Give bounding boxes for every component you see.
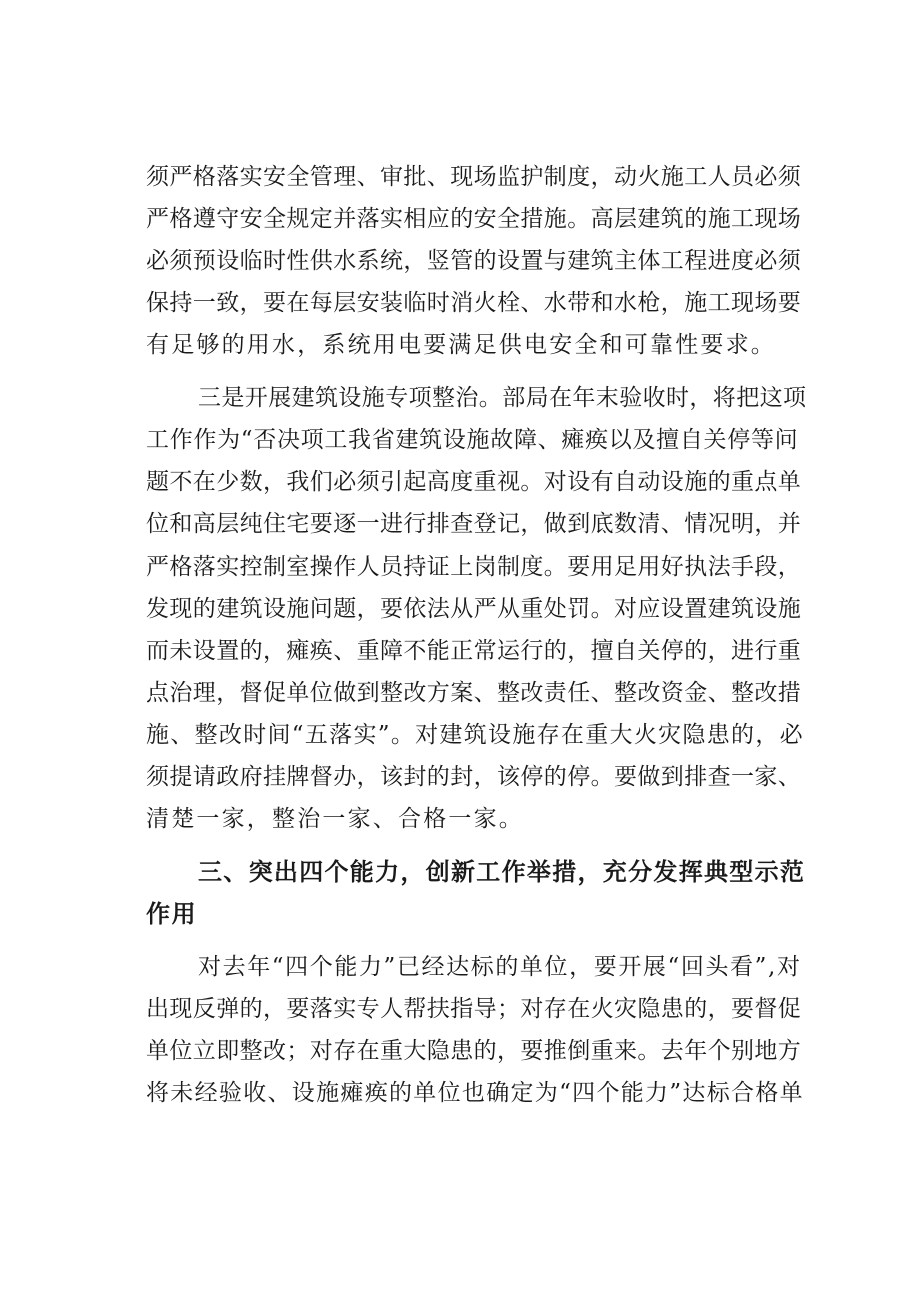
- paragraph-2-line-10: 须提请政府挂牌督办，该封的封，该停的停。要做到排查一家、: [146, 764, 802, 790]
- section-heading-line-1: 三、突出四个能力，创新工作举措，充分发挥典型示范: [198, 858, 806, 886]
- paragraph-3-line-4: 将未经验收、设施瘫痪的单位也确定为“四个能力”达标合格单: [146, 1080, 804, 1106]
- paragraph-2-line-4: 位和高层纯住宅要逐一进行排查登记，做到底数清、情况明，并: [146, 511, 802, 537]
- paragraph-1-line-3: 必须预设临时性供水系统，竖管的设置与建筑主体工程进度必须: [146, 248, 802, 274]
- section-heading-line-2: 作用: [146, 900, 198, 928]
- paragraph-1-line-1: 须严格落实安全管理、审批、现场监护制度，动火施工人员必须: [146, 164, 802, 190]
- paragraph-2-line-9: 施、整改时间“五落实”。对建筑设施存在重大火灾隐患的，必: [146, 722, 804, 748]
- paragraph-3-line-1: 对去年“四个能力”已经达标的单位，要开展“回头看”,对: [198, 954, 802, 980]
- paragraph-3-line-3: 单位立即整改；对存在重大隐患的，要推倒重来。去年个别地方: [146, 1038, 802, 1064]
- paragraph-2-line-1: 三是开展建筑设施专项整治。部局在年末验收时，将把这项: [198, 385, 807, 411]
- paragraph-2-line-5: 严格落实控制室操作人员持证上岗制度。要用足用好执法手段，: [146, 554, 802, 580]
- paragraph-2-line-6: 发现的建筑设施问题，要依法从严从重处罚。对应设置建筑设施: [146, 596, 802, 622]
- paragraph-2-line-11: 清楚一家，整治一家、合格一家。: [146, 806, 524, 832]
- paragraph-1-line-5: 有足够的用水，系统用电要满足供电安全和可靠性要求。: [146, 332, 776, 358]
- paragraph-2-line-7: 而未设置的，瘫痪、重障不能正常运行的，擅自关停的，进行重: [146, 638, 802, 664]
- paragraph-3-line-2: 出现反弹的，要落实专人帮扶指导；对存在火灾隐患的，要督促: [146, 996, 802, 1022]
- paragraph-2-line-8: 点治理，督促单位做到整改方案、整改责任、整改资金、整改措: [146, 680, 802, 706]
- paragraph-1-line-4: 保持一致，要在每层安装临时消火栓、水带和水枪，施工现场要: [146, 290, 802, 316]
- paragraph-1-line-2: 严格遵守安全规定并落实相应的安全措施。高层建筑的施工现场: [146, 206, 802, 232]
- paragraph-2-line-2: 工作作为“否决项工我省建筑设施故障、瘫痪以及擅自关停等问: [146, 427, 799, 453]
- paragraph-2-line-3: 题不在少数，我们必须引起高度重视。对设有自动设施的重点单: [146, 469, 802, 495]
